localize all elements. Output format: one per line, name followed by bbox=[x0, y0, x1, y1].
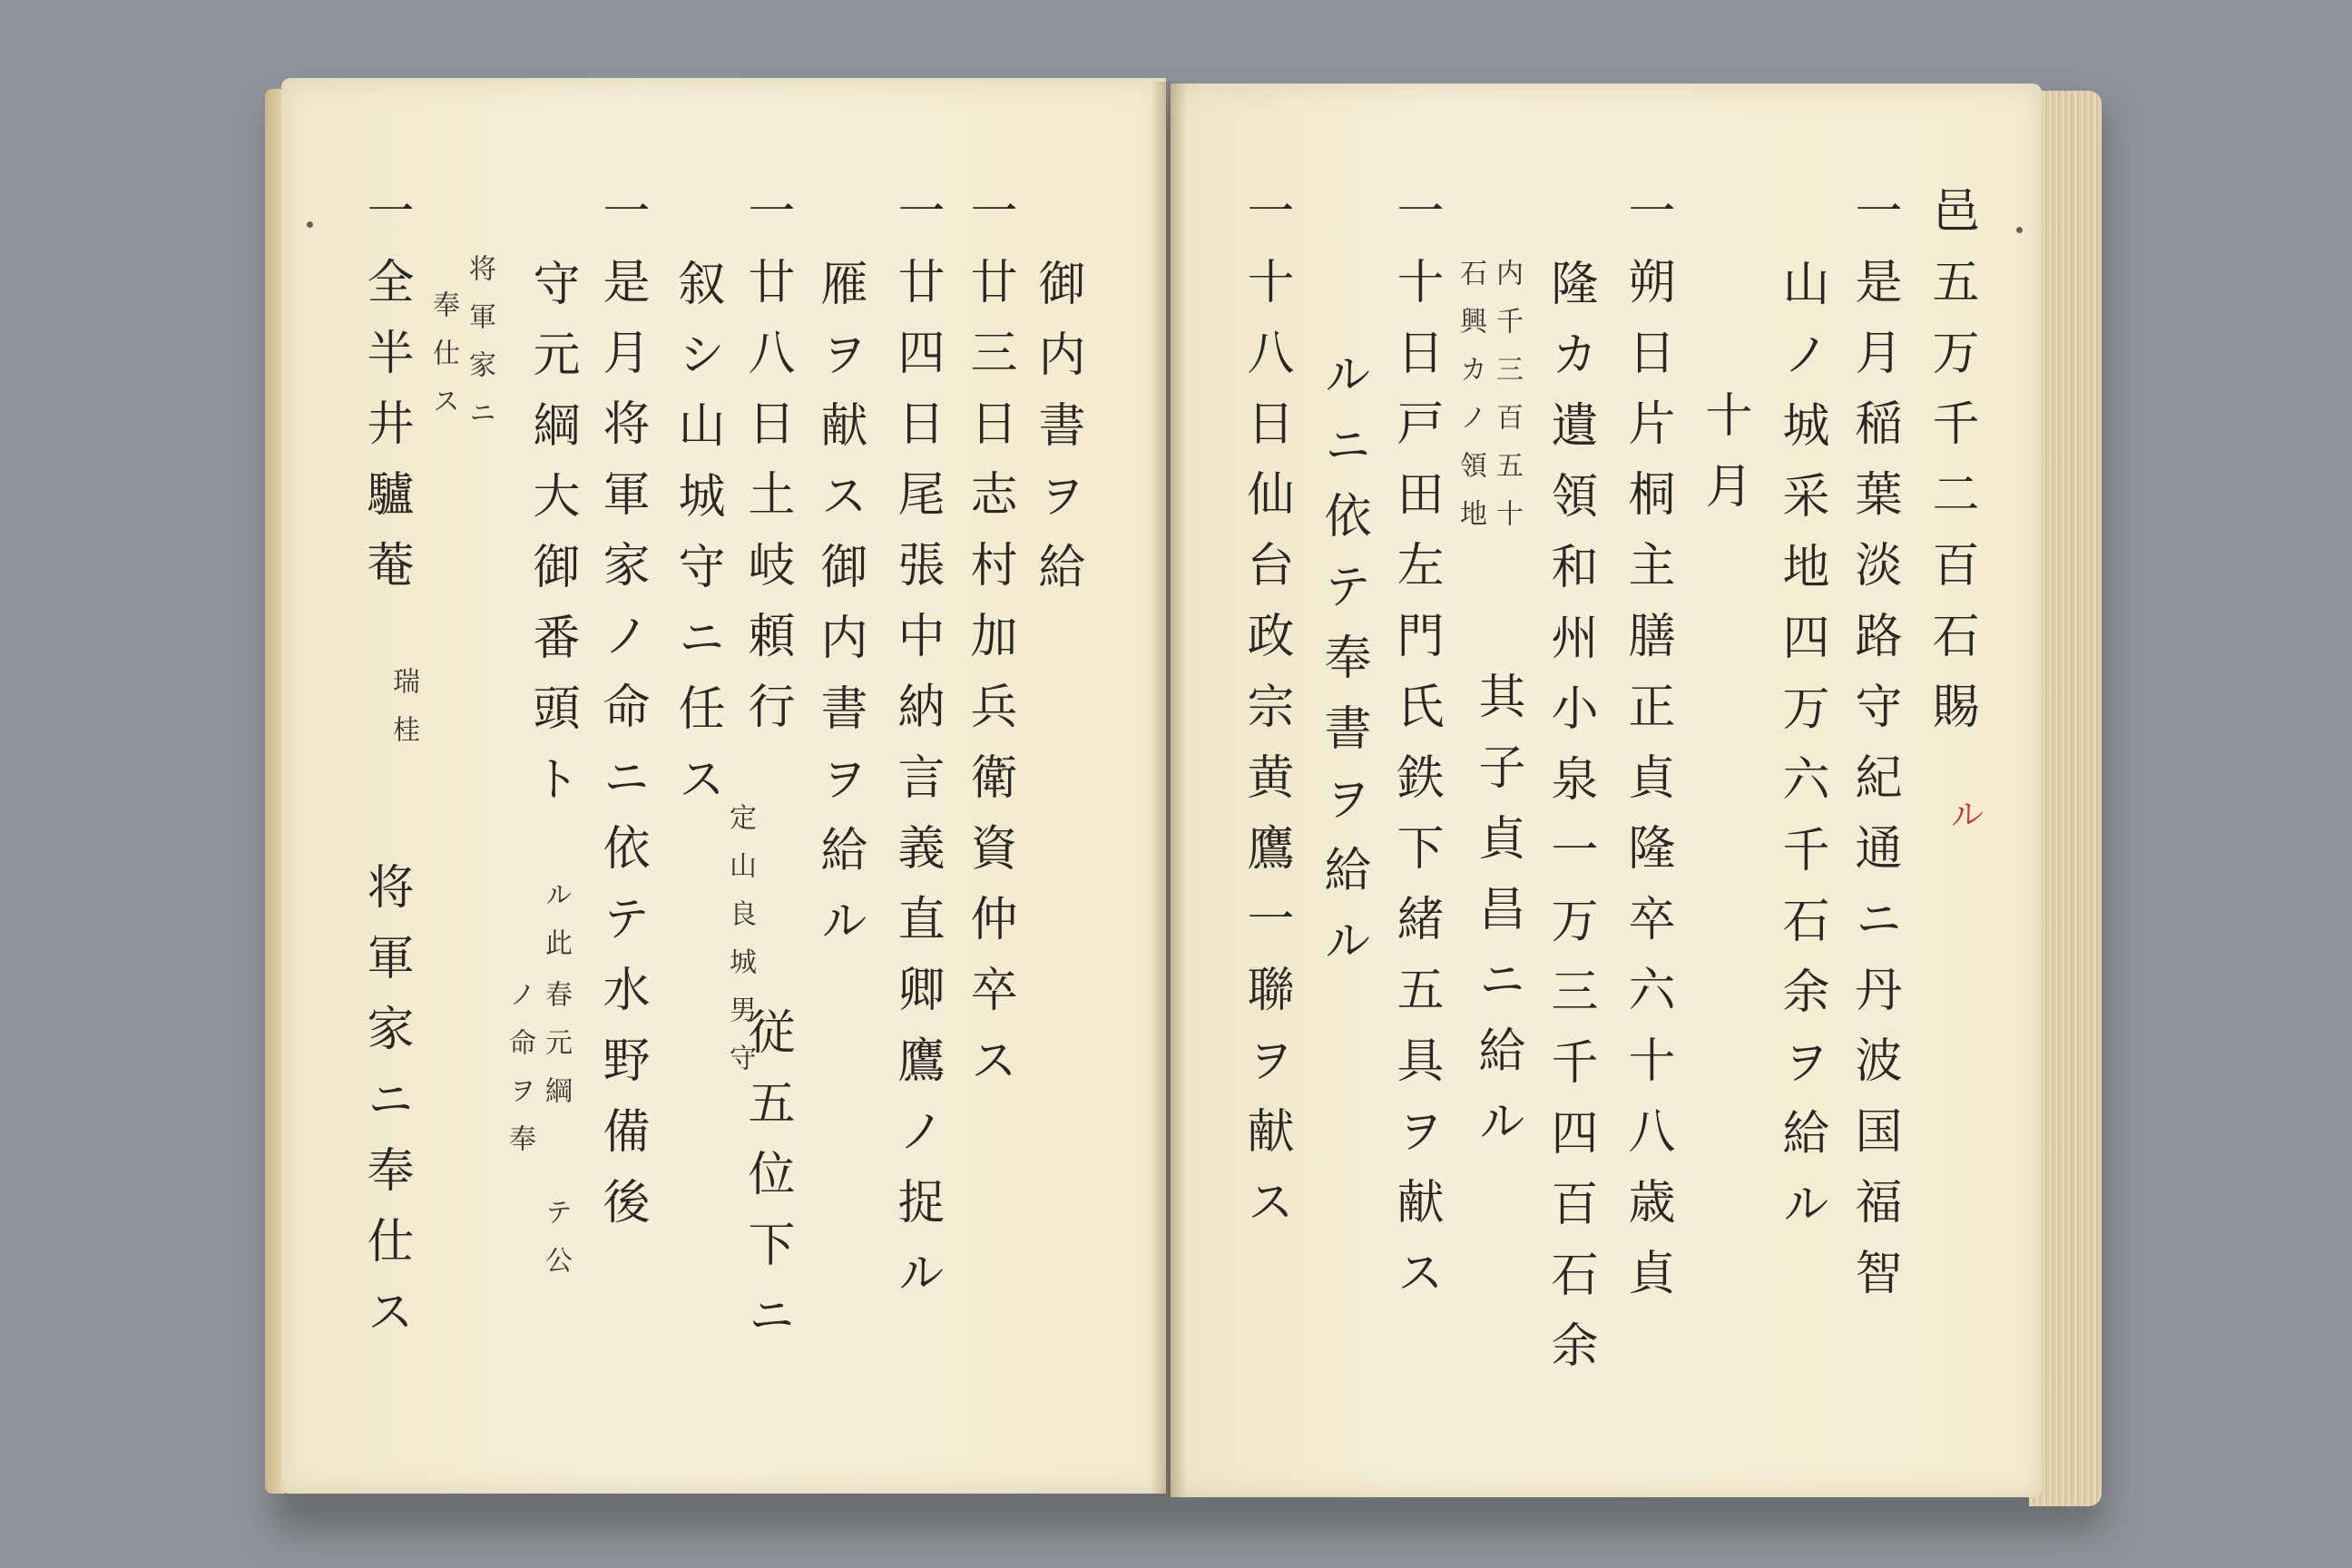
right-column-8: 一十日戸田左門氏鉄下緒五具ヲ献ス bbox=[1388, 186, 1443, 1318]
red-ink-mark: ル bbox=[1951, 797, 1984, 834]
margin-dot bbox=[2016, 227, 2023, 233]
left-note-1: 定山良城男守 bbox=[724, 803, 756, 1092]
left-column-9-cont: 将軍家ニ奉仕ス bbox=[358, 862, 413, 1357]
margin-dot bbox=[307, 221, 313, 228]
left-column-5: 一廿八日土岐頼行 bbox=[740, 186, 794, 752]
right-column-1: 邑五万千二百石賜 bbox=[1924, 186, 1978, 752]
left-column-2: 御内書ヲ給 bbox=[1030, 259, 1084, 612]
right-column-5: 一朔日片桐主膳正貞隆卒六十八歳貞 bbox=[1620, 186, 1674, 1318]
right-column-7: 其子貞昌ニ給ル bbox=[1470, 671, 1524, 1167]
right-column-2: 一是月稲葉淡路守紀通ニ丹波国福智 bbox=[1847, 186, 1901, 1318]
right-column-9: ルニ依テ奉書ヲ給ル bbox=[1316, 349, 1370, 986]
left-column-3: 一廿四日尾張中納言義直卿鷹ノ捉ル bbox=[889, 186, 944, 1318]
right-note-1b: 石興カノ領地 bbox=[1455, 259, 1486, 547]
right-column-10: 一十八日仙台政宗黄鷹一聯ヲ献ス bbox=[1239, 186, 1293, 1248]
left-column-8: 守元綱大御番頭ト bbox=[524, 259, 579, 825]
left-note-3d: ノ命ヲ奉 bbox=[504, 980, 535, 1172]
book-gutter bbox=[1151, 82, 1187, 1497]
left-note-4: 瑞桂 bbox=[387, 667, 419, 763]
left-note-3b: 春元綱 bbox=[540, 980, 572, 1124]
right-column-6: 隆カ遺領和州小泉一万三千四百石余 bbox=[1543, 259, 1597, 1391]
left-column-9: 一全半井驢菴 bbox=[358, 186, 413, 611]
left-note-3c: テ公 bbox=[540, 1198, 572, 1294]
right-column-4: 十月 bbox=[1697, 390, 1751, 532]
left-note-2a: 将軍家ニ bbox=[464, 254, 495, 446]
left-column-6: 叙シ山城守ニ任ス bbox=[670, 259, 724, 825]
left-column-5-cont: 従五位下ニ bbox=[740, 1007, 794, 1361]
left-column-1: 一廿三日志村加兵衛資仲卒ス bbox=[962, 186, 1016, 1106]
left-note-3a: ル此 bbox=[540, 880, 572, 976]
left-column-4: 雁ヲ献ス御内書ヲ給ル bbox=[812, 259, 867, 966]
right-column-3: 山ノ城采地四万六千石余ヲ給ル bbox=[1774, 259, 1828, 1250]
right-note-1a: 内千三百五十 bbox=[1491, 259, 1523, 547]
left-note-2b: 奉仕ス bbox=[427, 290, 459, 435]
left-column-7: 一是月将軍家ノ命ニ依テ水野備後 bbox=[594, 186, 649, 1248]
